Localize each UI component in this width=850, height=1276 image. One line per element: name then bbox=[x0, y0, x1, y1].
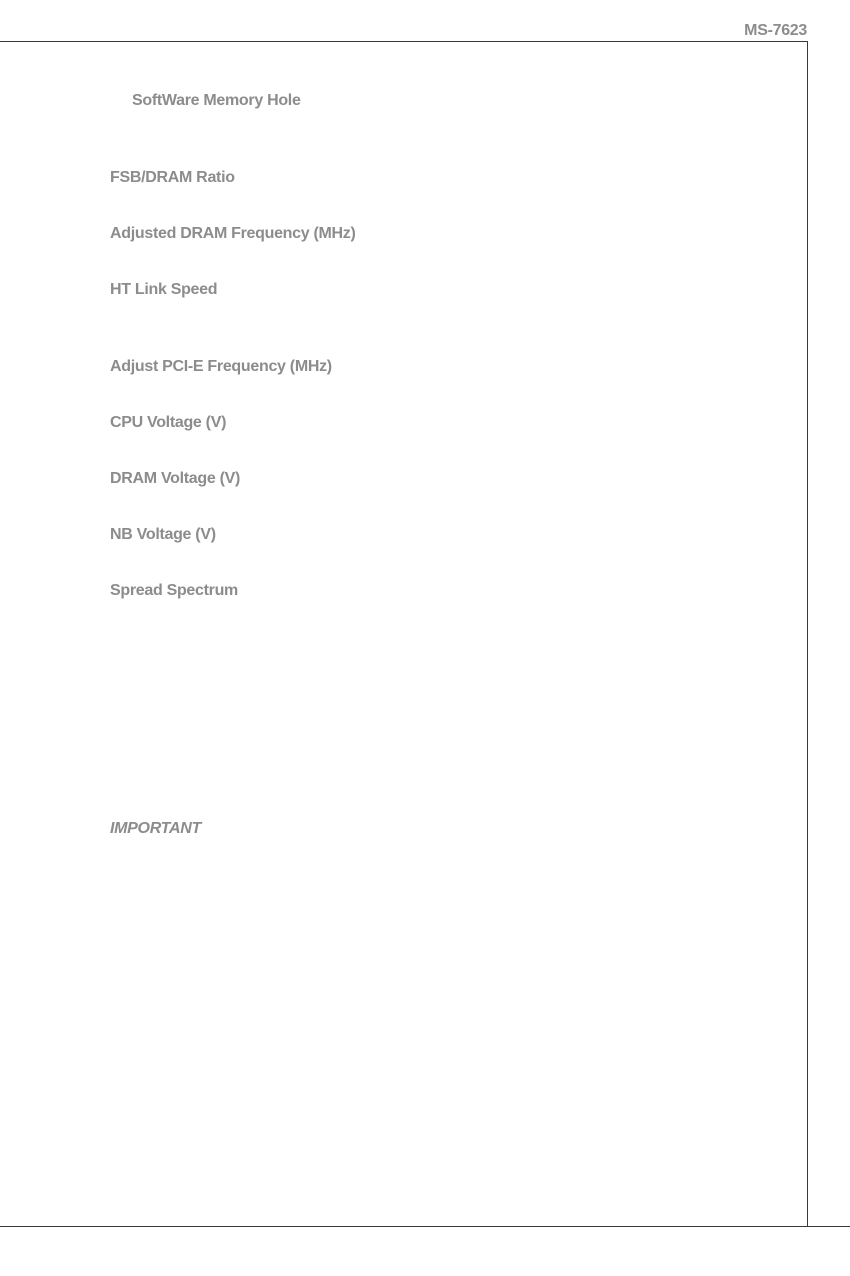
setting-nb-voltage: NB Voltage (V) bbox=[110, 526, 216, 543]
footer-divider bbox=[0, 1226, 850, 1227]
setting-adjust-pcie-frequency: Adjust PCI-E Frequency (MHz) bbox=[110, 358, 332, 375]
setting-fsb-dram-ratio: FSB/DRAM Ratio bbox=[110, 169, 235, 186]
page-edge-rule bbox=[807, 41, 808, 1226]
setting-dram-voltage: DRAM Voltage (V) bbox=[110, 470, 241, 487]
setting-software-memory-hole: SoftWare Memory Hole bbox=[132, 92, 301, 109]
setting-ht-link-speed: HT Link Speed bbox=[110, 281, 218, 298]
setting-adjusted-dram-frequency: Adjusted DRAM Frequency (MHz) bbox=[110, 225, 356, 242]
setting-spread-spectrum: Spread Spectrum bbox=[110, 582, 238, 599]
important-heading: IMPORTANT bbox=[110, 820, 201, 837]
model-number: MS-7623 bbox=[744, 22, 807, 39]
header-divider bbox=[0, 41, 808, 42]
setting-cpu-voltage: CPU Voltage (V) bbox=[110, 414, 227, 431]
